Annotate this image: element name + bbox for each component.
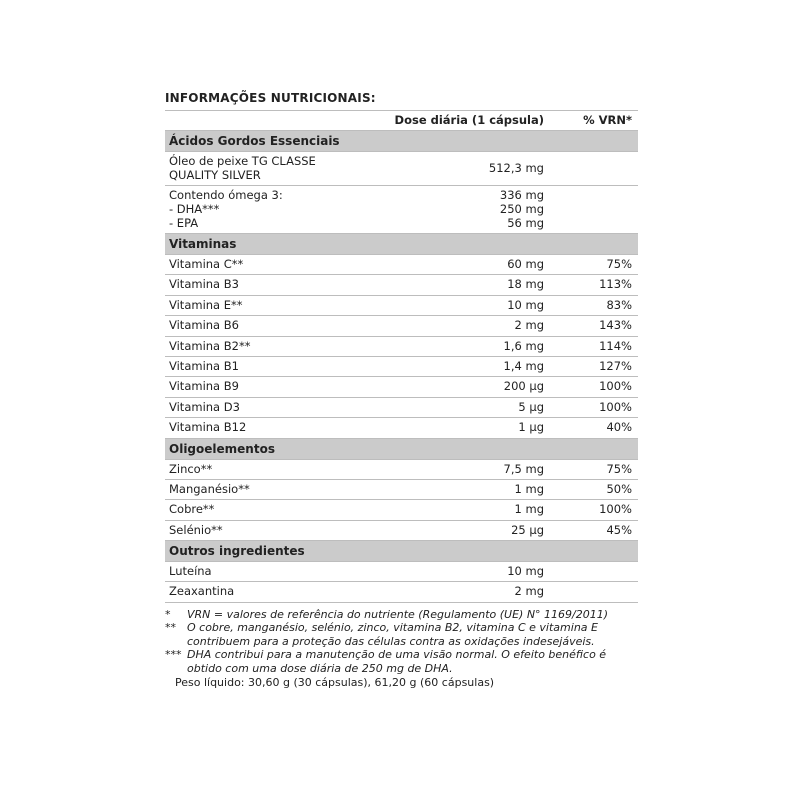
row-name: Vitamina B3 xyxy=(169,277,239,292)
row-name: Vitamina B2** xyxy=(169,338,251,353)
name-line: QUALITY SILVER xyxy=(169,168,261,182)
table-row xyxy=(165,500,638,520)
footnote xyxy=(165,608,638,622)
row-dose: 1,4 mg xyxy=(503,358,544,373)
footnote-mark: *** xyxy=(165,648,182,662)
name-line: Óleo de peixe TG CLASSE xyxy=(169,154,316,168)
table-row xyxy=(165,255,638,275)
row-name: Zeaxantina xyxy=(169,584,235,599)
row-vrn: 100% xyxy=(599,502,632,517)
section-title: Oligoelementos xyxy=(169,441,275,456)
row-dose: 10 mg xyxy=(507,564,544,579)
row-dose: 25 µg xyxy=(511,522,544,537)
footnote-text: DHA contribui para a manutenção de uma visão normal. O efeito benéfico é obtido com uma dose diária de 250 mg de DHA. xyxy=(187,648,607,675)
table-row xyxy=(165,480,638,500)
dose-line: 512,3 mg xyxy=(488,161,544,175)
table-row xyxy=(165,296,638,316)
footnote-text: O cobre, manganésio, selénio, zinco, vitamina B2, vitamina C e vitamina E contribuem para a proteção das células contra as oxidações indesejáveis. xyxy=(187,621,598,648)
row-dose: 200 µg xyxy=(503,379,544,394)
row-name: Vitamina C** xyxy=(169,257,244,271)
footnote-text: VRN = valores de referência do nutriente (Regulamento (UE) N° 1169/2011) xyxy=(187,607,609,621)
row-dose: 5 µg xyxy=(518,399,544,414)
row-name: Selénio** xyxy=(169,522,223,537)
section-title: Vitaminas xyxy=(169,237,237,251)
row-dose xyxy=(469,188,544,230)
row-vrn: 113% xyxy=(599,277,632,292)
footnotes xyxy=(165,608,638,676)
footnote xyxy=(165,648,638,675)
row-name: Luteína xyxy=(169,564,212,579)
row-name: Vitamina E** xyxy=(169,297,243,312)
table-row-fish-oil xyxy=(165,152,638,186)
row-dose: 1 mg xyxy=(514,502,544,517)
row-name: Vitamina B9 xyxy=(169,379,239,394)
row-vrn: 100% xyxy=(599,379,632,394)
row-dose xyxy=(469,154,544,182)
net-weight: Peso líquido: 30,60 g (30 cápsulas), 61,20 g (60 cápsulas) xyxy=(175,676,495,690)
row-dose: 2 mg xyxy=(514,318,544,333)
row-name: Cobre** xyxy=(169,502,215,517)
row-name: Vitamina D3 xyxy=(169,399,240,414)
section-vitamins xyxy=(165,234,638,255)
row-name xyxy=(165,188,469,230)
table-row xyxy=(165,521,638,541)
name-line: - EPA xyxy=(169,216,199,230)
row-vrn: 127% xyxy=(599,358,632,373)
row-vrn: 50% xyxy=(606,481,632,496)
section-other-ingredients xyxy=(165,541,638,562)
table-header xyxy=(165,110,638,131)
dose-line: 250 mg xyxy=(499,202,544,216)
row-vrn: 100% xyxy=(599,399,632,414)
table-row-omega3 xyxy=(165,186,638,234)
document-title: INFORMAÇÕES NUTRICIONAIS: xyxy=(165,91,376,105)
nutrition-info xyxy=(165,90,638,690)
row-vrn: 114% xyxy=(599,338,632,353)
row-dose: 2 mg xyxy=(514,584,544,599)
row-vrn: 75% xyxy=(606,461,632,476)
row-name: Vitamina B12 xyxy=(169,420,247,435)
table-row xyxy=(165,582,638,602)
table-row xyxy=(165,418,638,438)
footnote xyxy=(165,621,638,648)
table-row xyxy=(165,337,638,357)
footnote-mark: * xyxy=(165,607,171,621)
table-row xyxy=(165,562,638,582)
row-dose: 60 mg xyxy=(507,257,544,271)
row-vrn: 143% xyxy=(599,318,632,333)
row-dose: 1 µg xyxy=(518,420,544,435)
table-row xyxy=(165,275,638,295)
section-trace-elements xyxy=(165,439,638,460)
row-dose: 7,5 mg xyxy=(503,461,544,476)
footnote-mark: ** xyxy=(165,621,176,635)
row-dose: 1 mg xyxy=(514,481,544,496)
table-row xyxy=(165,377,638,397)
section-title: Outros ingredientes xyxy=(169,544,305,559)
row-dose: 10 mg xyxy=(507,297,544,312)
header-dose: Dose diária (1 cápsula) xyxy=(394,113,544,127)
row-dose: 1,6 mg xyxy=(503,338,544,353)
row-dose: 18 mg xyxy=(507,277,544,292)
name-line: Contendo ómega 3: xyxy=(169,188,283,202)
table-row xyxy=(165,460,638,480)
row-vrn: 45% xyxy=(606,522,632,537)
row-vrn: 75% xyxy=(606,257,632,271)
dose-line: 336 mg xyxy=(499,188,544,202)
row-name xyxy=(165,154,469,182)
row-name: Vitamina B6 xyxy=(169,318,239,333)
row-name: Zinco** xyxy=(169,461,213,476)
section-fatty-acids xyxy=(165,131,638,152)
table-row xyxy=(165,398,638,418)
name-line: - DHA*** xyxy=(169,202,220,216)
row-name: Vitamina B1 xyxy=(169,358,239,373)
dose-line: 56 mg xyxy=(507,216,544,230)
section-title: Ácidos Gordos Essenciais xyxy=(169,134,340,148)
row-vrn: 83% xyxy=(606,297,632,312)
table-row xyxy=(165,316,638,336)
header-vrn: % VRN* xyxy=(583,113,632,127)
row-vrn: 40% xyxy=(606,420,632,435)
table-row xyxy=(165,357,638,377)
row-name: Manganésio** xyxy=(169,481,250,496)
